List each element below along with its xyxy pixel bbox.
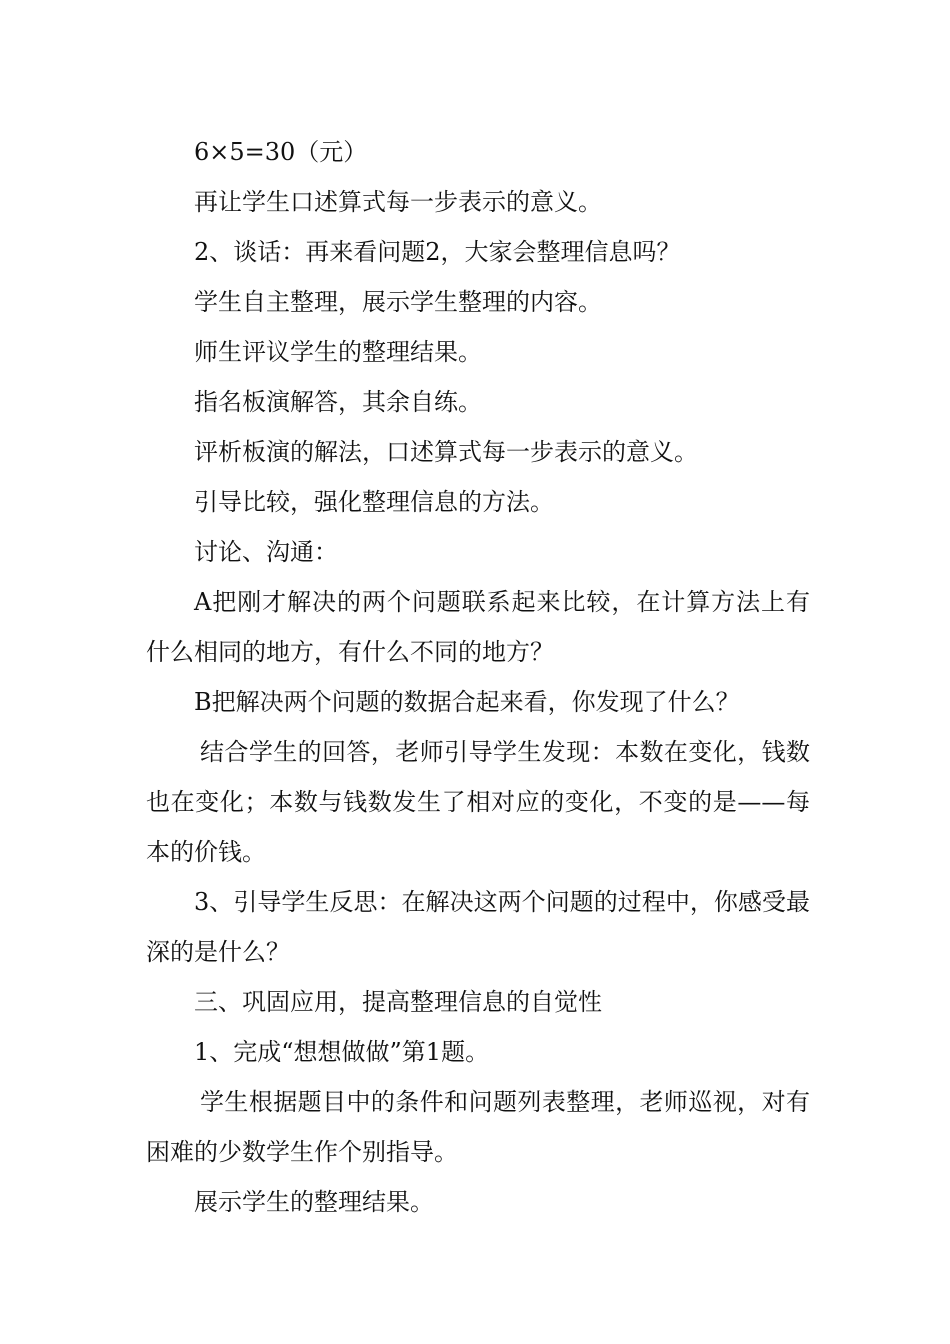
paragraph: 6×5=30（元） — [194, 138, 368, 166]
paragraph: 3、引导学生反思：在解决这两个问题的过程中，你感受最深的是什么？ — [146, 888, 810, 966]
paragraph: 讨论、沟通： — [194, 538, 338, 566]
paragraph: 展示学生的整理结果。 — [194, 1188, 434, 1216]
paragraph: 指名板演解答，其余自练。 — [194, 388, 482, 416]
section-heading: 三、巩固应用，提高整理信息的自觉性 — [194, 988, 602, 1016]
paragraph: 结合学生的回答，老师引导学生发现：本数在变化，钱数也在变化；本数与钱数发生了相对应的变化，不变的是——每本的价钱。 — [146, 738, 810, 866]
paragraph: 1、完成“想想做做”第1题。 — [194, 1038, 490, 1066]
paragraph: 评析板演的解法，口述算式每一步表示的意义。 — [194, 438, 698, 466]
paragraph: B把解决两个问题的数据合起来看，你发现了什么？ — [194, 688, 740, 716]
document-body — [146, 127, 810, 1227]
paragraph: 2、谈话：再来看问题2，大家会整理信息吗？ — [194, 238, 681, 266]
paragraph: A把刚才解决的两个问题联系起来比较，在计算方法上有什么相同的地方，有什么不同的地方？ — [146, 588, 810, 666]
paragraph: 师生评议学生的整理结果。 — [194, 338, 482, 366]
paragraph: 引导比较，强化整理信息的方法。 — [194, 488, 554, 516]
paragraph: 学生根据题目中的条件和问题列表整理，老师巡视，对有困难的少数学生作个别指导。 — [146, 1088, 810, 1166]
paragraph: 再让学生口述算式每一步表示的意义。 — [194, 188, 602, 216]
paragraph: 学生自主整理，展示学生整理的内容。 — [194, 288, 602, 316]
